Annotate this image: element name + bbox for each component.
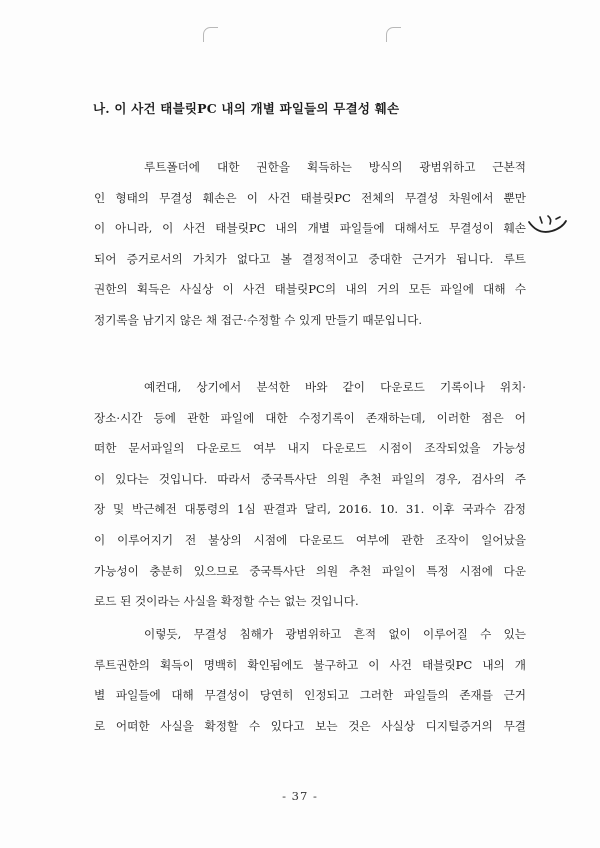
paragraph-line: 정기록을 남기지 않은 채 접근·수정할 수 있게 만들기 때문입니다. [94,312,423,327]
punch-hole-mark-left [203,27,218,42]
paragraph-line: 로드 된 것이라는 사실을 확정할 수는 없는 것입니다. [94,594,359,609]
handwritten-mark-icon [526,213,568,239]
paragraph-2 [94,372,526,617]
paragraph-line: 떠한 문서파일의 다운로드 여부 내지 다운로드 시점이 조작되었을 가능성 [94,441,526,456]
paragraph-line: 예컨대, 상기에서 분석한 바와 같이 다운로드 기록이나 위치· [144,380,526,394]
paragraph-line: 루트폴더에 대한 권한을 획득하는 방식의 광범위하고 근본적 [144,160,526,174]
paragraph-line: 루트권한의 획득이 명백히 확인됨에도 불구하고 이 사건 태블릿PC 내의 개 [94,657,526,672]
paragraph-1 [94,152,526,336]
paragraph-line: 되어 증거로서의 가치가 없다고 볼 결정적이고 중대한 근거가 됩니다. 루트 [94,251,526,266]
paragraph-line: 장소·시간 등에 관한 파일에 대한 수정기록이 존재하는데, 이러한 점은 어 [94,410,526,425]
punch-hole-mark-right [386,27,401,42]
paragraph-line: 이 이루어지기 전 불상의 시점에 다운로드 여부에 관한 조작이 일어났을 [94,532,526,547]
paragraph-line: 인 형태의 무결성 훼손은 이 사건 태블릿PC 전체의 무결성 차원에서 뿐만 [94,190,526,205]
paragraph-line: 권한의 획득은 사실상 이 사건 태블릿PC의 내의 거의 모든 파일에 대해 수 [94,282,526,297]
paragraph-line: 이렇듯, 무결성 침해가 광범위하고 흔적 없이 이루어질 수 있는 [144,627,526,641]
paragraph-line: 별 파일들에 대해 무결성이 당연히 인정되고 그러한 파일들의 존재를 근거 [94,688,526,703]
paragraph-line: 장 및 박근혜전 대통령의 1심 판결과 달리, 2016. 10. 31. 이후 국과수 감정 [94,502,526,517]
paragraph-3 [94,619,526,741]
paragraph-line: 가능성이 충분히 있으므로 중국특사단 의원 추천 파일이 특정 시점에 다운 [94,563,526,578]
paragraph-line: 이 있다는 것입니다. 따라서 중국특사단 의원 추천 파일의 경우, 검사의 주 [94,471,526,486]
paragraph-line: 이 아니라, 이 사건 태블릿PC 내의 개별 파일들에 대해서도 무결성이 훼손 [94,221,526,236]
paragraph-line: 로 어떠한 사실을 확정할 수 있다고 보는 것은 사실상 디지털증거의 무결 [94,718,526,733]
section-heading: 나. 이 사건 태블릿PC 내의 개별 파일들의 무결성 훼손 [93,101,400,116]
page-number: - 37 - [282,789,318,803]
